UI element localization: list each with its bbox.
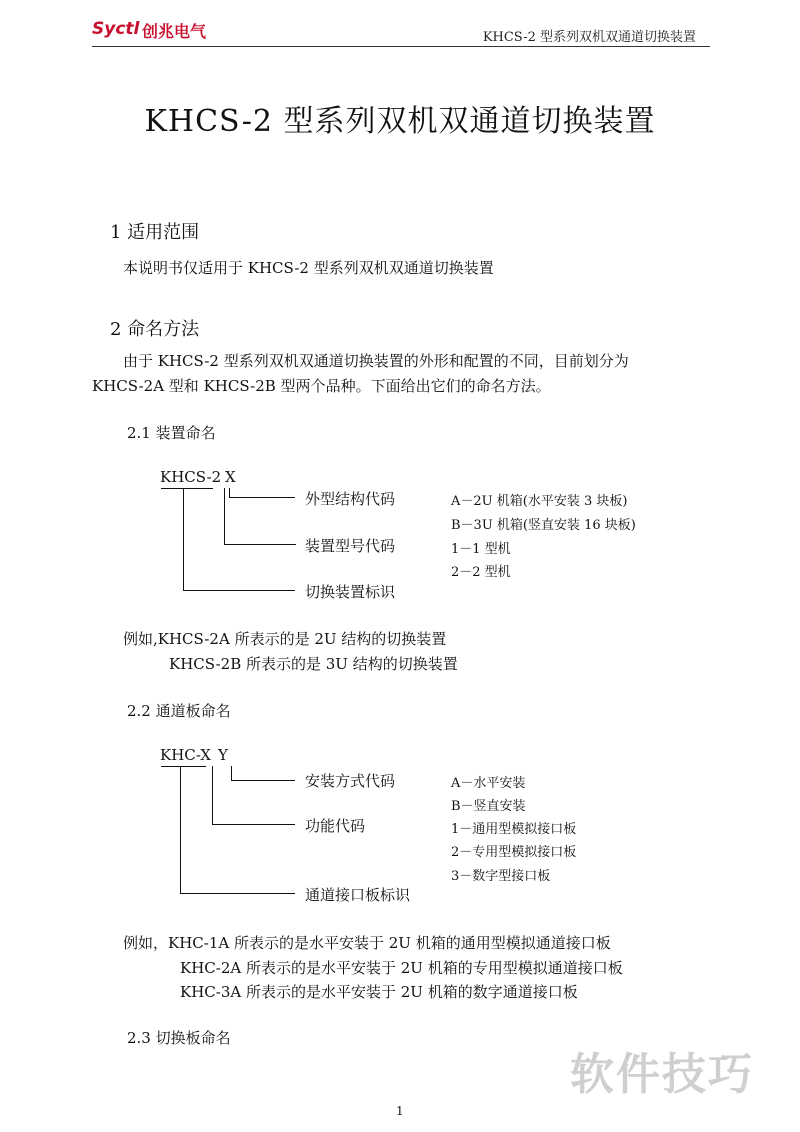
structure-code-label: 外型结构代码 <box>305 490 396 508</box>
device-code-prefix: KHCS-2 <box>160 468 222 486</box>
option-2: 2－专用型模拟接口板 <box>451 845 577 860</box>
header-divider <box>92 46 710 47</box>
watermark: 软件技巧 <box>570 1049 754 1100</box>
tree-branch-line <box>231 766 232 781</box>
option-1: 1－通用型模拟接口板 <box>451 822 577 837</box>
brand-logo: Syctl <box>92 19 140 39</box>
option-3: 3－数字型接口板 <box>451 869 551 884</box>
function-code-label: 功能代码 <box>305 817 366 835</box>
tree-branch-line <box>231 780 295 781</box>
brand-name-cn: 创兆电气 <box>142 22 207 41</box>
model-code-label: 装置型号代码 <box>305 537 396 555</box>
tree-branch-line <box>224 488 225 545</box>
section-2-intro-line2: KHCS-2A 型和 KHCS-2B 型两个品种。下面给出它们的命名方法。 <box>92 377 551 395</box>
page-title: KHCS-2 型系列双机双通道切换装置 <box>144 104 656 139</box>
tree-branch-line <box>180 893 295 894</box>
option-b: B－3U 机箱(竖直安装 16 块板) <box>451 518 636 533</box>
board-code-variant: Y <box>218 746 228 764</box>
bracket-underline <box>161 488 213 489</box>
header-doc-title: KHCS-2 型系列双机双通道切换装置 <box>482 30 696 45</box>
option-a: A－2U 机箱(水平安装 3 块板) <box>451 494 628 509</box>
section-2-heading: 2 命名方法 <box>110 319 200 340</box>
section-1-body: 本说明书仅适用于 KHCS-2 型系列双机双通道切换装置 <box>123 259 494 277</box>
example-line: 例如，KHC-1A 所表示的是水平安装于 2U 机箱的通用型模拟通道接口板 <box>123 934 611 952</box>
install-code-label: 安装方式代码 <box>305 772 396 790</box>
example-line: 例如,KHCS-2A 所表示的是 2U 结构的切换装置 <box>123 630 447 648</box>
bracket-underline <box>161 766 206 767</box>
tree-branch-line <box>212 824 295 825</box>
section-2-intro-line1: 由于 KHCS-2 型系列双机双通道切换装置的外形和配置的不同，目前划分为 <box>123 352 629 370</box>
tree-branch-line <box>229 497 295 498</box>
option-a: A－水平安装 <box>451 776 526 791</box>
section-2-3-heading: 2.3 切换板命名 <box>127 1029 231 1047</box>
option-1: 1－1 型机 <box>451 542 511 557</box>
section-1-heading: 1 适用范围 <box>110 222 200 243</box>
channel-board-label: 通道接口板标识 <box>305 886 411 904</box>
board-code-prefix: KHC-X <box>160 746 211 764</box>
section-2-2-heading: 2.2 通道板命名 <box>127 702 231 720</box>
example-line: KHCS-2B 所表示的是 3U 结构的切换装置 <box>169 655 458 673</box>
tree-branch-line <box>224 544 296 545</box>
example-line: KHC-2A 所表示的是水平安装于 2U 机箱的专用型模拟通道接口板 <box>180 959 623 977</box>
option-2: 2－2 型机 <box>451 565 511 580</box>
example-line: KHC-3A 所表示的是水平安装于 2U 机箱的数字通道接口板 <box>180 983 578 1001</box>
tree-branch-line <box>212 766 213 825</box>
device-code-variant: X <box>225 468 236 486</box>
tree-branch-line <box>183 590 295 591</box>
option-b: B－竖直安装 <box>451 799 526 814</box>
tree-branch-line <box>183 488 184 591</box>
tree-branch-line <box>180 766 181 894</box>
page-number: 1 <box>396 1104 404 1118</box>
section-2-1-heading: 2.1 装置命名 <box>127 424 216 442</box>
switch-device-label: 切换装置标识 <box>305 583 396 601</box>
